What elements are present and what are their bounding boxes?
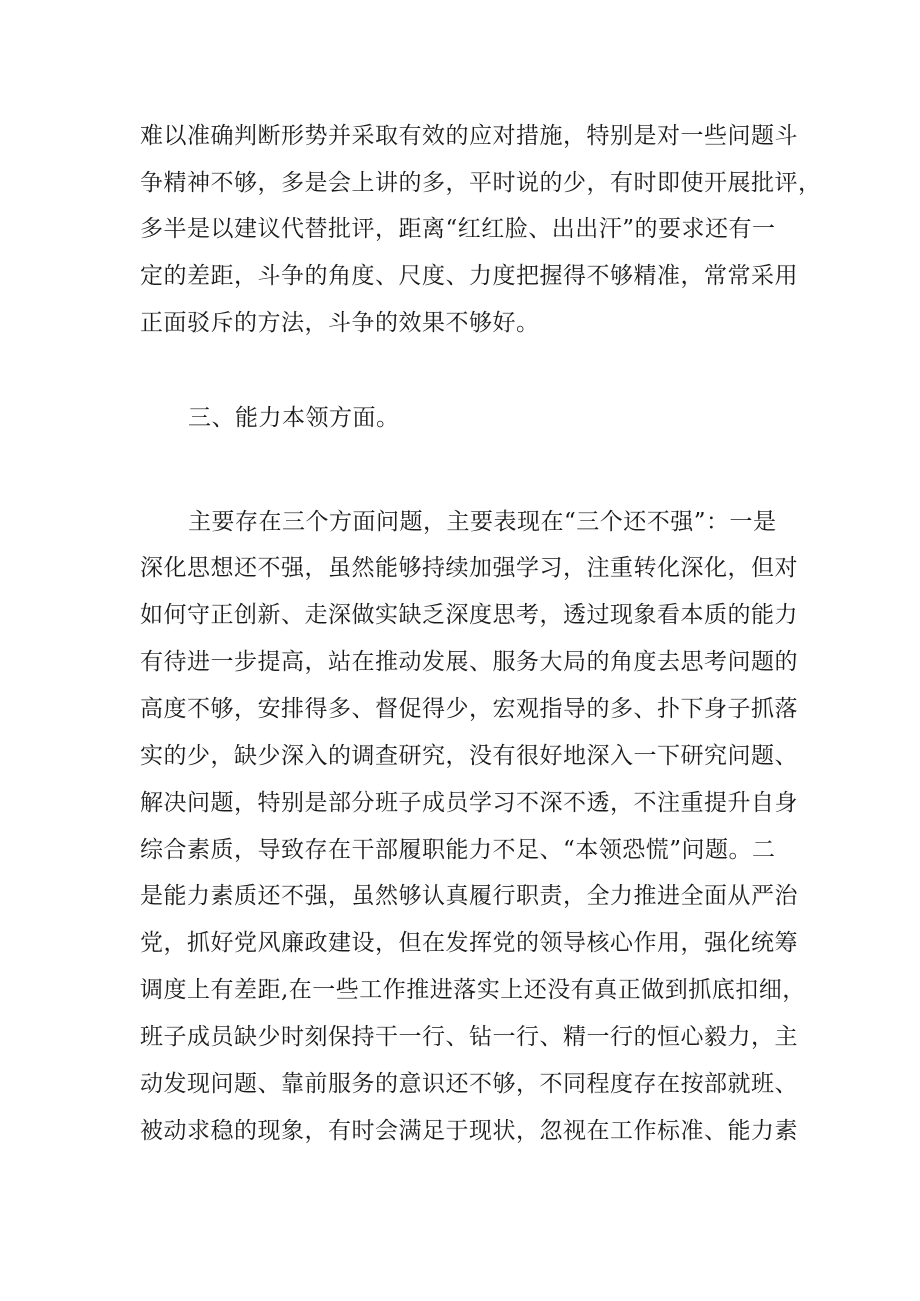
paragraph-2-line-7: 解决问题，特别是部分班子成员学习不深不透，不注重提升自身 bbox=[140, 790, 798, 816]
paragraph-1-line-1: 难以准确判断形势并采取有效的应对措施，特别是对一些问题斗 bbox=[140, 123, 798, 149]
paragraph-1-line-4: 定的差距，斗争的角度、尺度、力度把握得不够精准，常常采用 bbox=[140, 263, 798, 289]
paragraph-2-line-12: 班子成员缺少时刻保持干一行、钻一行、精一行的恒心毅力，主 bbox=[140, 1024, 798, 1050]
paragraph-2-line-2: 深化思想还不强，虽然能够持续加强学习，注重转化深化，但对 bbox=[140, 555, 798, 581]
paragraph-2-line-3: 如何守正创新、走深做实缺乏深度思考，透过现象看本质的能力 bbox=[140, 602, 798, 628]
paragraph-1-line-5: 正面驳斥的方法，斗争的效果不够好。 bbox=[140, 310, 540, 336]
paragraph-2-line-9: 是能力素质还不强，虽然够认真履行职责，全力推进全面从严治 bbox=[140, 883, 798, 909]
paragraph-2-line-10: 党，抓好党风廉政建设，但在发挥党的领导核心作用，强化统筹 bbox=[140, 930, 798, 956]
paragraph-2-line-6: 实的少，缺少深入的调查研究，没有很好地深入一下研究问题、 bbox=[140, 743, 798, 769]
paragraph-2-line-13: 动发现问题、靠前服务的意识还不够，不同程度存在按部就班、 bbox=[140, 1071, 798, 1097]
paragraph-2-line-5: 高度不够，安排得多、督促得少，宏观指导的多、扑下身子抓落 bbox=[140, 696, 798, 722]
paragraph-1-line-3: 多半是以建议代替批评，距离“红红脸、出出汗”的要求还有一 bbox=[140, 216, 776, 242]
paragraph-2-line-11: 调度上有差距,在一些工作推进落实上还没有真正做到抓底扣细， bbox=[140, 977, 806, 1003]
section-heading: 三、能力本领方面。 bbox=[188, 405, 400, 431]
paragraph-2-line-14: 被动求稳的现象，有时会满足于现状，忽视在工作标准、能力素 bbox=[140, 1118, 798, 1144]
paragraph-2-line-8: 综合素质，导致存在干部履职能力不足、“本领恐慌”问题。二 bbox=[140, 837, 776, 863]
paragraph-2-line-4: 有待进一步提高，站在推动发展、服务大局的角度去思考问题的 bbox=[140, 649, 798, 675]
paragraph-1-line-2: 争精神不够，多是会上讲的多，平时说的少，有时即使开展批评， bbox=[140, 170, 822, 196]
paragraph-2-line-1: 主要存在三个方面问题，主要表现在“三个还不强”：一是 bbox=[188, 509, 777, 535]
